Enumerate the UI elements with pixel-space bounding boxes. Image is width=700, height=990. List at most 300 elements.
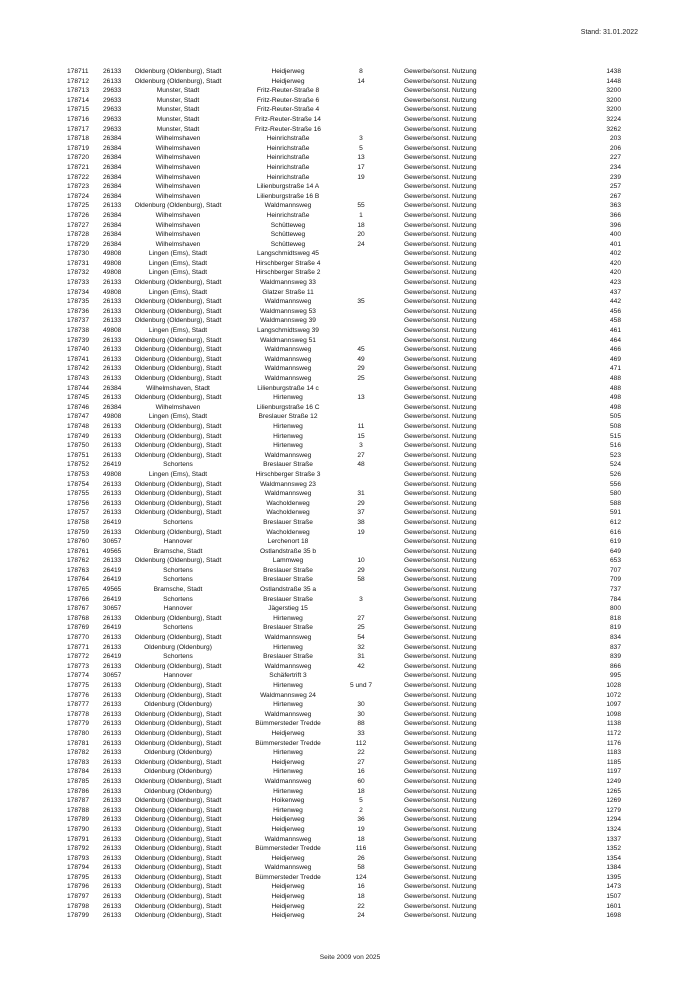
object-id-cell: 178754	[67, 480, 90, 488]
object-id-cell: 178784	[67, 768, 90, 776]
street-text: Wacholderweg	[266, 528, 310, 536]
usage-type-cell: Gewerbe/sonst. Nutzung	[404, 576, 477, 584]
municipality-text: Oldenburg (Oldenburg), Stadt	[134, 298, 222, 306]
object-id-cell: 178728	[67, 231, 90, 239]
value-cell: 707	[609, 566, 621, 574]
house-number-text: 3	[359, 442, 363, 450]
table-row	[0, 192, 700, 202]
table-row	[0, 556, 700, 566]
value-cell: 837	[609, 643, 621, 651]
street-text: Ostlandstraße 35 b	[259, 547, 317, 555]
object-id-cell: 178787	[67, 797, 90, 805]
postal-code-cell: 26384	[103, 192, 122, 200]
value-cell: 458	[609, 317, 621, 325]
page-number: Seite 2009 von 2025	[319, 954, 381, 961]
postal-code-cell: 26133	[103, 375, 122, 382]
house-number-text: 37	[357, 509, 365, 517]
house-number-text: 29	[357, 566, 365, 574]
table-row	[0, 364, 700, 374]
street-text: Waldmannsweg	[264, 777, 312, 785]
postal-code-cell: 29633	[103, 96, 122, 104]
table-row	[0, 691, 700, 701]
value-cell: 612	[609, 518, 621, 526]
object-id-cell: 178761	[67, 547, 90, 555]
value-cell: 784	[609, 595, 621, 603]
value-cell: 1294	[606, 816, 621, 824]
value-cell: 1354	[606, 854, 621, 862]
postal-code-cell: 26133	[103, 845, 122, 853]
postal-code-cell: 49565	[103, 547, 122, 555]
street-text: Waldmannsweg 51	[260, 336, 316, 344]
usage-type-cell: Gewerbe/sonst. Nutzung	[404, 777, 477, 785]
postal-code-cell: 26133	[103, 787, 122, 795]
table-row	[0, 787, 700, 797]
object-id-cell: 178775	[67, 682, 90, 689]
object-id-cell: 178712	[67, 77, 90, 85]
house-number-text: 112	[355, 739, 367, 747]
object-id-cell: 178759	[67, 528, 90, 536]
usage-type-cell: Gewerbe/sonst. Nutzung	[404, 470, 477, 478]
usage-type-cell: Gewerbe/sonst. Nutzung	[404, 375, 477, 382]
object-id-cell: 178768	[67, 614, 90, 622]
street-text: Bümmersteder Tredde	[255, 739, 321, 747]
street-text: Breslauer Straße	[263, 595, 313, 603]
table-row	[0, 585, 700, 595]
table-row	[0, 384, 700, 394]
object-id-cell: 178755	[67, 490, 90, 498]
postal-code-cell: 26419	[103, 595, 122, 603]
street-text: Breslauer Straße	[263, 461, 313, 469]
object-id-cell: 178771	[67, 643, 90, 651]
municipality-text: Oldenburg (Oldenburg), Stadt	[134, 739, 222, 747]
table-row	[0, 163, 700, 173]
municipality-text: Munster, Stadt	[156, 87, 200, 95]
table-row	[0, 767, 700, 777]
postal-code-cell: 26133	[103, 77, 122, 85]
usage-type-cell: Gewerbe/sonst. Nutzung	[404, 422, 477, 430]
street-text: Waldmannsweg	[264, 662, 312, 670]
postal-code-cell: 49565	[103, 586, 122, 594]
municipality-text: Wilhelmshaven	[155, 403, 201, 411]
house-number-text: 116	[355, 845, 367, 853]
house-number-text: 24	[357, 240, 365, 248]
value-cell: 839	[609, 653, 621, 661]
value-cell: 498	[609, 403, 621, 411]
value-cell: 1265	[606, 787, 621, 795]
municipality-text: Oldenburg (Oldenburg)	[144, 643, 212, 651]
postal-code-cell: 26133	[103, 365, 122, 373]
usage-type-cell: Gewerbe/sonst. Nutzung	[404, 231, 477, 239]
house-number-text: 29	[357, 365, 365, 373]
value-cell: 580	[609, 490, 621, 498]
table-row	[0, 105, 700, 115]
table-row	[0, 96, 700, 106]
postal-code-cell: 49808	[103, 288, 122, 296]
house-number-text: 58	[357, 576, 365, 584]
table-row	[0, 441, 700, 451]
table-row	[0, 825, 700, 835]
usage-type-cell: Gewerbe/sonst. Nutzung	[404, 192, 477, 200]
postal-code-cell: 26133	[103, 298, 122, 306]
postal-code-cell: 49808	[103, 327, 122, 335]
municipality-text: Oldenburg (Oldenburg), Stadt	[134, 634, 222, 642]
object-id-cell: 178717	[67, 125, 90, 133]
usage-type-cell: Gewerbe/sonst. Nutzung	[404, 106, 477, 114]
municipality-text: Oldenburg (Oldenburg), Stadt	[134, 202, 222, 210]
street-text: Lilienburgstraße 16 C	[256, 403, 320, 411]
municipality-text: Oldenburg (Oldenburg), Stadt	[134, 729, 222, 737]
value-cell: 515	[609, 432, 621, 440]
object-id-cell: 178731	[67, 259, 90, 267]
municipality-text: Wilhelmshaven	[155, 221, 201, 229]
street-text: Lilienburgstraße 14 A	[256, 183, 320, 191]
usage-type-cell: Gewerbe/sonst. Nutzung	[404, 68, 477, 75]
house-number-text: 20	[357, 231, 365, 239]
usage-type-cell: Gewerbe/sonst. Nutzung	[404, 144, 477, 152]
postal-code-cell: 29633	[103, 106, 122, 114]
municipality-text: Bramsche, Stadt	[153, 586, 203, 594]
record-list	[0, 67, 700, 921]
street-text: Schütteweg	[270, 221, 306, 229]
value-cell: 508	[609, 422, 621, 430]
street-text: Heidjerweg	[271, 816, 305, 824]
municipality-text: Oldenburg (Oldenburg), Stadt	[134, 442, 222, 450]
object-id-cell: 178783	[67, 758, 90, 766]
table-row	[0, 566, 700, 576]
street-text: Waldmannsweg	[264, 355, 312, 363]
table-row	[0, 307, 700, 317]
house-number-text: 25	[357, 624, 365, 632]
house-number-text: 1	[359, 211, 363, 219]
house-number-text: 17	[357, 163, 365, 171]
municipality-text: Oldenburg (Oldenburg), Stadt	[134, 499, 222, 507]
house-number-text: 30	[357, 710, 365, 718]
municipality-text: Oldenburg (Oldenburg), Stadt	[134, 365, 222, 373]
usage-type-cell: Gewerbe/sonst. Nutzung	[404, 202, 477, 210]
house-number-text: 5 und 7	[350, 682, 372, 689]
object-id-cell: 178789	[67, 816, 90, 824]
house-number-text: 18	[357, 221, 365, 229]
municipality-text: Wilhelmshaven	[155, 163, 201, 171]
house-number-text: 48	[357, 461, 365, 469]
street-text: Waldmannsweg	[264, 864, 312, 872]
house-number-text: 88	[357, 720, 365, 728]
usage-type-cell: Gewerbe/sonst. Nutzung	[404, 451, 477, 459]
value-cell: 3262	[606, 125, 621, 133]
postal-code-cell: 26384	[103, 403, 122, 411]
municipality-text: Oldenburg (Oldenburg), Stadt	[134, 509, 222, 517]
table-row	[0, 259, 700, 269]
value-cell: 737	[609, 586, 621, 594]
usage-type-cell: Gewerbe/sonst. Nutzung	[404, 749, 477, 757]
municipality-text: Schortens	[163, 576, 193, 584]
street-text: Breslauer Straße 12	[258, 413, 318, 421]
street-text: Hirtenweg	[273, 394, 303, 402]
value-cell: 1197	[606, 768, 621, 776]
object-id-cell: 178781	[67, 739, 90, 747]
table-row	[0, 460, 700, 470]
postal-code-cell: 26133	[103, 729, 122, 737]
municipality-text: Oldenburg (Oldenburg), Stadt	[134, 893, 222, 901]
postal-code-cell: 26133	[103, 883, 122, 891]
value-cell: 616	[609, 528, 621, 536]
postal-code-cell: 26419	[103, 576, 122, 584]
postal-code-cell: 30657	[103, 538, 122, 546]
house-number-text: 27	[357, 614, 365, 622]
usage-type-cell: Gewerbe/sonst. Nutzung	[404, 864, 477, 872]
value-cell: 1183	[606, 749, 621, 757]
municipality-text: Wilhelmshaven	[155, 154, 201, 162]
usage-type-cell: Gewerbe/sonst. Nutzung	[404, 825, 477, 833]
postal-code-cell: 26133	[103, 451, 122, 459]
municipality-text: Oldenburg (Oldenburg), Stadt	[134, 864, 222, 872]
postal-code-cell: 26133	[103, 432, 122, 440]
value-cell: 1097	[606, 701, 621, 709]
object-id-cell: 178734	[67, 288, 90, 296]
usage-type-cell: Gewerbe/sonst. Nutzung	[404, 758, 477, 766]
value-cell: 709	[609, 576, 621, 584]
usage-type-cell: Gewerbe/sonst. Nutzung	[404, 173, 477, 181]
value-cell: 818	[609, 614, 621, 622]
municipality-text: Wilhelmshaven	[155, 144, 201, 152]
usage-type-cell: Gewerbe/sonst. Nutzung	[404, 893, 477, 901]
table-row	[0, 844, 700, 854]
object-id-cell: 178795	[67, 873, 90, 881]
municipality-text: Oldenburg (Oldenburg), Stadt	[134, 394, 222, 402]
object-id-cell: 178748	[67, 422, 90, 430]
street-text: Hoikenweg	[271, 797, 305, 805]
postal-code-cell: 26133	[103, 442, 122, 450]
usage-type-cell: Gewerbe/sonst. Nutzung	[404, 490, 477, 498]
postal-code-cell: 26133	[103, 202, 122, 210]
object-id-cell: 178777	[67, 701, 90, 709]
municipality-text: Oldenburg (Oldenburg), Stadt	[134, 528, 222, 536]
house-number-text: 19	[357, 825, 365, 833]
table-row	[0, 806, 700, 816]
postal-code-cell: 26419	[103, 461, 122, 469]
table-row	[0, 499, 700, 509]
table-row	[0, 748, 700, 758]
object-id-cell: 178799	[67, 912, 90, 920]
house-number-text: 18	[357, 787, 365, 795]
object-id-cell: 178794	[67, 864, 90, 872]
usage-type-cell: Gewerbe/sonst. Nutzung	[404, 691, 477, 699]
municipality-text: Oldenburg (Oldenburg), Stadt	[134, 279, 222, 287]
usage-type-cell: Gewerbe/sonst. Nutzung	[404, 298, 477, 306]
street-text: Fritz-Reuter-Straße 14	[255, 115, 321, 123]
street-text: Bümmersteder Tredde	[255, 720, 321, 728]
usage-type-cell: Gewerbe/sonst. Nutzung	[404, 365, 477, 373]
table-row	[0, 134, 700, 144]
house-number-text: 27	[357, 451, 365, 459]
postal-code-cell: 26133	[103, 893, 122, 901]
postal-code-cell: 26384	[103, 154, 122, 162]
postal-code-cell: 26133	[103, 912, 122, 920]
municipality-text: Hannover	[163, 605, 193, 613]
street-text: Hirtenweg	[273, 643, 303, 651]
value-cell: 588	[609, 499, 621, 507]
object-id-cell: 178749	[67, 432, 90, 440]
street-text: Waldmannsweg	[264, 375, 312, 382]
object-id-cell: 178722	[67, 173, 90, 181]
municipality-text: Oldenburg (Oldenburg), Stadt	[134, 816, 222, 824]
street-text: Heinrichstraße	[266, 154, 310, 162]
postal-code-cell: 26384	[103, 211, 122, 219]
object-id-cell: 178763	[67, 566, 90, 574]
object-id-cell: 178765	[67, 586, 90, 594]
table-row	[0, 671, 700, 681]
table-row	[0, 422, 700, 432]
postal-code-cell: 26133	[103, 758, 122, 766]
street-text: Waldmannsweg	[264, 490, 312, 498]
postal-code-cell: 26133	[103, 528, 122, 536]
street-text: Fritz-Reuter-Straße 8	[256, 87, 320, 95]
object-id-cell: 178760	[67, 538, 90, 546]
value-cell: 206	[609, 144, 621, 152]
value-cell: 420	[609, 259, 621, 267]
postal-code-cell: 29633	[103, 115, 122, 123]
usage-type-cell: Gewerbe/sonst. Nutzung	[404, 135, 477, 143]
street-text: Hirtenweg	[273, 442, 303, 450]
object-id-cell: 178723	[67, 183, 90, 191]
value-cell: 649	[609, 547, 621, 555]
house-number-text: 31	[357, 653, 365, 661]
table-row	[0, 863, 700, 873]
house-number-text: 13	[357, 154, 365, 162]
usage-type-cell: Gewerbe/sonst. Nutzung	[404, 902, 477, 910]
value-cell: 1698	[606, 912, 621, 920]
postal-code-cell: 26133	[103, 336, 122, 344]
usage-type-cell: Gewerbe/sonst. Nutzung	[404, 154, 477, 162]
street-text: Hirtenweg	[273, 614, 303, 622]
street-text: Jägerstieg 15	[268, 605, 308, 613]
municipality-text: Oldenburg (Oldenburg), Stadt	[134, 845, 222, 853]
usage-type-cell: Gewerbe/sonst. Nutzung	[404, 816, 477, 824]
object-id-cell: 178727	[67, 221, 90, 229]
street-text: Glatzer Straße 11	[262, 288, 314, 296]
municipality-text: Oldenburg (Oldenburg), Stadt	[134, 797, 222, 805]
object-id-cell: 178744	[67, 384, 90, 392]
postal-code-cell: 26133	[103, 509, 122, 517]
postal-code-cell: 26133	[103, 682, 122, 689]
street-text: Heinrichstraße	[266, 163, 310, 171]
value-cell: 524	[609, 461, 621, 469]
usage-type-cell: Gewerbe/sonst. Nutzung	[404, 461, 477, 469]
postal-code-cell: 26133	[103, 864, 122, 872]
table-row	[0, 412, 700, 422]
house-number-text: 3	[359, 135, 363, 143]
table-row	[0, 662, 700, 672]
usage-type-cell: Gewerbe/sonst. Nutzung	[404, 115, 477, 123]
house-number-text: 22	[357, 902, 365, 910]
value-cell: 1352	[606, 845, 621, 853]
value-cell: 366	[609, 211, 621, 219]
table-row	[0, 393, 700, 403]
postal-code-cell: 26419	[103, 653, 122, 661]
municipality-text: Schortens	[163, 461, 193, 469]
street-text: Hirtenweg	[273, 701, 303, 709]
value-cell: 1072	[606, 691, 621, 699]
house-number-text: 31	[357, 490, 365, 498]
value-cell: 420	[609, 269, 621, 277]
municipality-text: Oldenburg (Oldenburg), Stadt	[134, 307, 222, 315]
value-cell: 3200	[606, 87, 621, 95]
street-text: Heidjerweg	[271, 883, 305, 891]
house-number-text: 26	[357, 854, 365, 862]
value-cell: 401	[609, 240, 621, 248]
house-number-text: 5	[359, 144, 363, 152]
municipality-text: Oldenburg (Oldenburg), Stadt	[134, 375, 222, 382]
municipality-text: Oldenburg (Oldenburg), Stadt	[134, 432, 222, 440]
object-id-cell: 178766	[67, 595, 90, 603]
usage-type-cell: Gewerbe/sonst. Nutzung	[404, 336, 477, 344]
street-text: Heidjerweg	[271, 825, 305, 833]
table-row	[0, 125, 700, 135]
municipality-text: Munster, Stadt	[156, 96, 200, 104]
street-text: Lilienburgstraße 14 c	[257, 384, 319, 392]
object-id-cell: 178747	[67, 413, 90, 421]
municipality-text: Bramsche, Stadt	[153, 547, 203, 555]
municipality-text: Oldenburg (Oldenburg), Stadt	[134, 662, 222, 670]
municipality-text: Oldenburg (Oldenburg), Stadt	[134, 758, 222, 766]
street-text: Hirtenweg	[273, 422, 303, 430]
usage-type-cell: Gewerbe/sonst. Nutzung	[404, 480, 477, 488]
usage-type-cell: Gewerbe/sonst. Nutzung	[404, 768, 477, 776]
object-id-cell: 178782	[67, 749, 90, 757]
usage-type-cell: Gewerbe/sonst. Nutzung	[404, 586, 477, 594]
house-number-text: 32	[357, 643, 365, 651]
usage-type-cell: Gewerbe/sonst. Nutzung	[404, 605, 477, 613]
value-cell: 591	[609, 509, 621, 517]
usage-type-cell: Gewerbe/sonst. Nutzung	[404, 739, 477, 747]
table-row	[0, 86, 700, 96]
house-number-text: 35	[357, 298, 365, 306]
table-row	[0, 796, 700, 806]
value-cell: 619	[609, 538, 621, 546]
street-text: Langschmidtsweg 45	[257, 250, 319, 258]
usage-type-cell: Gewerbe/sonst. Nutzung	[404, 87, 477, 95]
table-row	[0, 700, 700, 710]
street-text: Heinrichstraße	[266, 144, 310, 152]
postal-code-cell: 26419	[103, 518, 122, 526]
object-id-cell: 178739	[67, 336, 90, 344]
postal-code-cell: 29633	[103, 125, 122, 133]
value-cell: 866	[609, 662, 621, 670]
postal-code-cell: 26384	[103, 183, 122, 191]
municipality-text: Oldenburg (Oldenburg), Stadt	[134, 346, 222, 354]
object-id-cell: 178750	[67, 442, 90, 450]
usage-type-cell: Gewerbe/sonst. Nutzung	[404, 806, 477, 814]
postal-code-cell: 26133	[103, 480, 122, 488]
municipality-text: Oldenburg (Oldenburg)	[144, 701, 212, 709]
street-text: Wacholderweg	[266, 509, 310, 517]
table-row	[0, 470, 700, 480]
value-cell: 523	[609, 451, 621, 459]
street-text: Hirtenweg	[273, 787, 303, 795]
postal-code-cell: 49808	[103, 470, 122, 478]
object-id-cell: 178780	[67, 729, 90, 737]
value-cell: 442	[609, 298, 621, 306]
value-cell: 488	[609, 384, 621, 392]
usage-type-cell: Gewerbe/sonst. Nutzung	[404, 710, 477, 718]
street-text: Waldmannsweg	[264, 346, 312, 354]
value-cell: 1185	[606, 758, 621, 766]
postal-code-cell: 26133	[103, 346, 122, 354]
street-text: Lerchenort 18	[267, 538, 309, 546]
object-id-cell: 178732	[67, 269, 90, 277]
postal-code-cell: 26133	[103, 614, 122, 622]
value-cell: 402	[609, 250, 621, 258]
